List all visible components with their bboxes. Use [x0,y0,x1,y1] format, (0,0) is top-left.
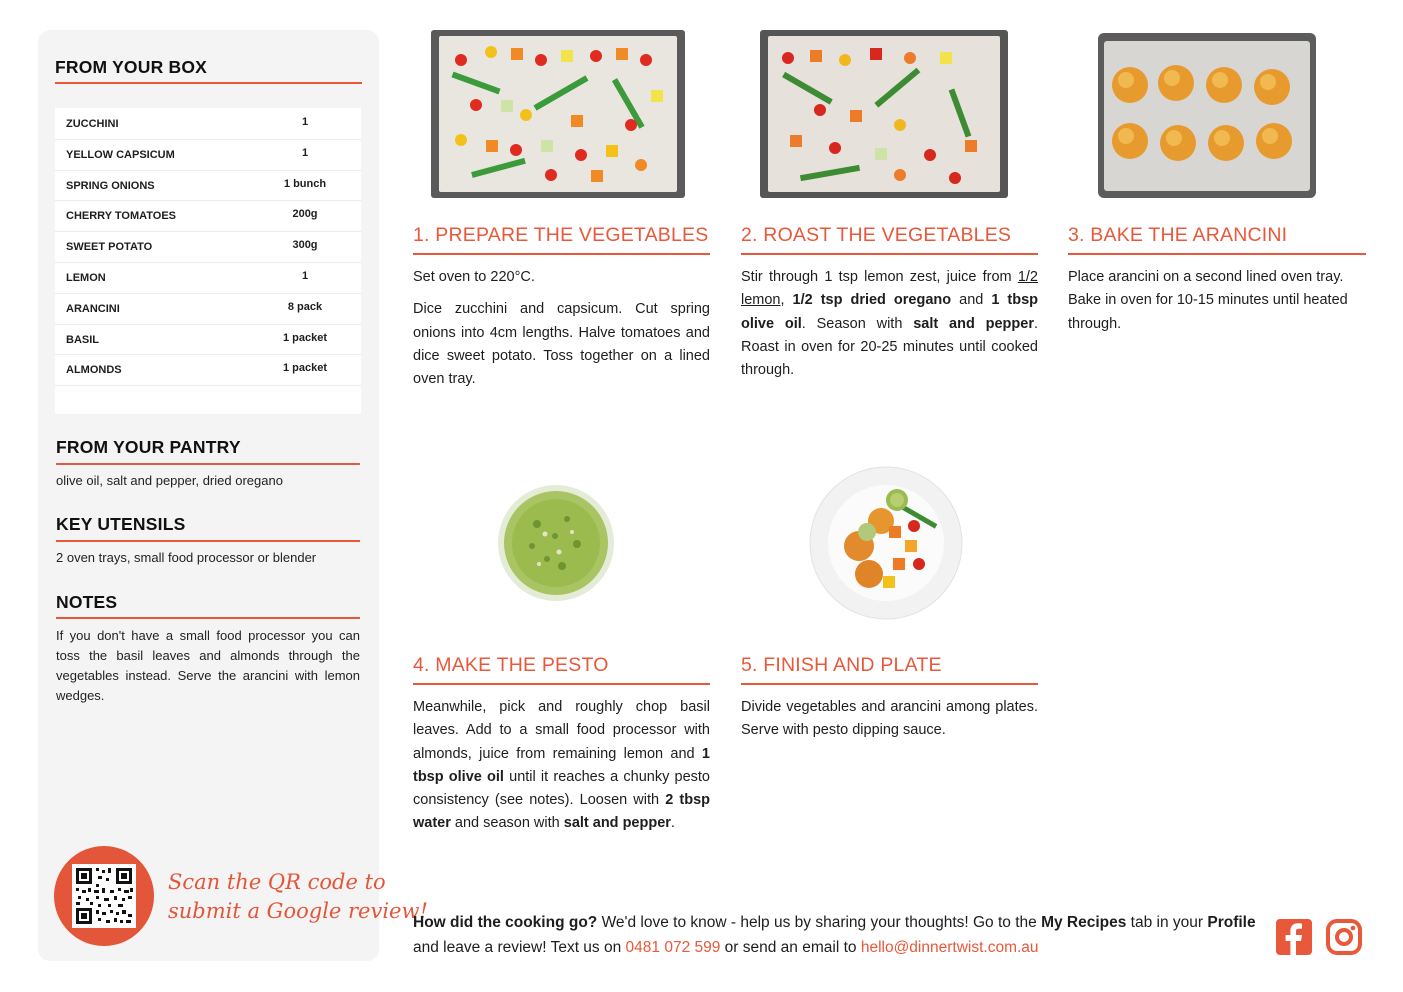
step-2-b1: 1/2 tsp dried oregano [792,292,952,309]
pantry-title-rule [56,463,360,465]
footer-t4: or send an email to [720,939,861,956]
step-3-para-1: Place arancini on a second lined oven tray. Bake in oven for 10-15 minutes until heated through. [1068,269,1348,332]
table-row [55,108,361,140]
step-4-b3: salt and pepper [563,815,671,832]
table-row [55,139,361,171]
step-4-t1: Meanwhile, pick and roughly chop basil leaves. Add to a small food processor with almonds, juice from remaining lemon and [413,699,710,762]
step-1-title: 1. PREPARE THE VEGETABLES [413,224,709,246]
ingredient-name: LEMON [66,272,106,284]
ingredient-qty: 1 bunch [283,177,327,190]
step-1-text [413,266,710,400]
ingredient-qty: 300g [292,239,318,252]
table-row [55,231,361,263]
utensils-title-rule [56,540,360,542]
table-row [55,354,361,386]
step-5-text [741,696,1038,752]
step-2-b3: salt and pepper [913,315,1034,332]
table-row [55,262,361,294]
qr-code-icon[interactable] [72,864,136,928]
notes-title-rule [56,617,360,619]
step-4-b1: 1 tbsp olive oil [413,745,710,785]
step-2-t5: . Roast in oven for 20-25 minutes until cooked through. [741,315,1038,379]
notes-title: NOTES [56,592,118,612]
step-4-b2: 2 tbsp water [413,792,711,832]
step-1-rule [413,253,710,255]
box-title-rule [55,82,362,84]
pesto-bowl-photo [497,484,615,602]
step-2-t2: , [780,292,793,309]
pantry-text: olive oil, salt and pepper, dried oregano [56,473,283,488]
step-2-t4: . Season with [801,315,914,332]
email-link[interactable]: hello@dinnertwist.com.au [860,939,1039,956]
step-5-rule [741,683,1038,685]
qr-caption-line1: Scan the QR code to [168,870,386,894]
instagram-icon[interactable] [1326,919,1362,955]
ingredient-qty: 1 [301,116,309,128]
footer-t3: and leave a review! Text us on [413,939,626,956]
roasted-vegetables-photo [760,30,1008,198]
footer-t2: tab in your [1126,914,1208,931]
table-row [55,200,361,232]
notes-text: If you don't have a small food processor you can toss the basil leaves and almonds through the vegetables instead. Serve the arancini with lemon wedges. [56,628,360,703]
facebook-icon[interactable] [1276,919,1312,955]
step-1-para-2: Dice zucchini and capsicum. Cut spring onions into 4cm lengths. Halve tomatoes and dice sweet potato. Toss together on a lined oven tray. [413,301,710,388]
ingredient-qty: 200g [292,208,318,221]
qr-caption-line2: submit a Google review! [168,899,428,923]
ingredient-name: ALMONDS [66,364,122,377]
box-ingredients-table [55,108,361,414]
step-2-title: 2. ROAST THE VEGETABLES [741,224,1012,246]
ingredient-qty: 8 pack [287,300,323,313]
ingredient-name: ARANCINI [66,302,120,315]
ingredient-qty: 1 [301,270,309,282]
ingredient-qty: 1 packet [282,362,328,375]
step-2-t1: Stir through 1 tsp lemon zest, juice from [741,269,1018,285]
step-5-title: 5. FINISH AND PLATE [741,654,942,676]
pantry-title: FROM YOUR PANTRY [56,437,241,457]
step-3-title: 3. BAKE THE ARANCINI [1068,224,1288,246]
ingredient-name: BASIL [66,333,99,346]
table-row [55,324,361,356]
step-2-b2: 1 tbsp olive oil [741,292,1039,332]
step-4-title: 4. MAKE THE PESTO [413,654,609,676]
ingredient-name: ZUCCHINI [66,118,119,130]
step-5-para-1: Divide vegetables and arancini among plates. Serve with pesto dipping sauce. [741,699,1038,739]
step-3-text [1068,266,1366,345]
ingredient-qty: 1 packet [282,331,328,344]
step-1-para-1: Set oven to 220°C. [413,269,535,285]
footer-b1: How did the cooking go? [413,914,598,931]
step-3-rule [1068,253,1366,255]
phone-link[interactable]: 0481 072 599 [625,939,721,956]
step-2-u1: 1/2 lemon [741,269,1038,309]
qr-caption [168,868,428,926]
step-4-t2: until it reaches a chunky pesto consistency (see notes). Loosen with [413,768,710,809]
table-row [55,170,361,202]
box-title: FROM YOUR BOX [55,57,208,77]
table-row [55,293,361,325]
step-2-text [741,266,1038,391]
ingredient-name: SWEET POTATO [66,241,153,254]
step-4-rule [413,683,710,685]
ingredient-name: CHERRY TOMATOES [66,210,177,223]
step-4-t3: and season with [450,815,564,832]
footer-b3: Profile [1207,914,1256,931]
footer-b2: My Recipes [1041,914,1127,931]
utensils-title: KEY UTENSILS [56,514,186,534]
step-2-t3: and [951,292,992,309]
step-2-rule [741,253,1038,255]
step-4-t4: . [670,815,675,832]
ingredient-name: SPRING ONIONS [66,179,155,192]
arancini-tray-photo [1098,33,1316,198]
prepared-vegetables-photo [431,30,685,198]
step-4-text [413,696,710,845]
ingredient-name: YELLOW CAPSICUM [66,148,175,161]
ingredient-qty: 1 [301,146,309,159]
footer-t1: We'd love to know - help us by sharing your thoughts! Go to the [597,914,1042,931]
utensils-text: 2 oven trays, small food processor or blender [56,550,317,565]
plated-dish-photo [809,466,963,620]
feedback-footer [413,910,1258,960]
